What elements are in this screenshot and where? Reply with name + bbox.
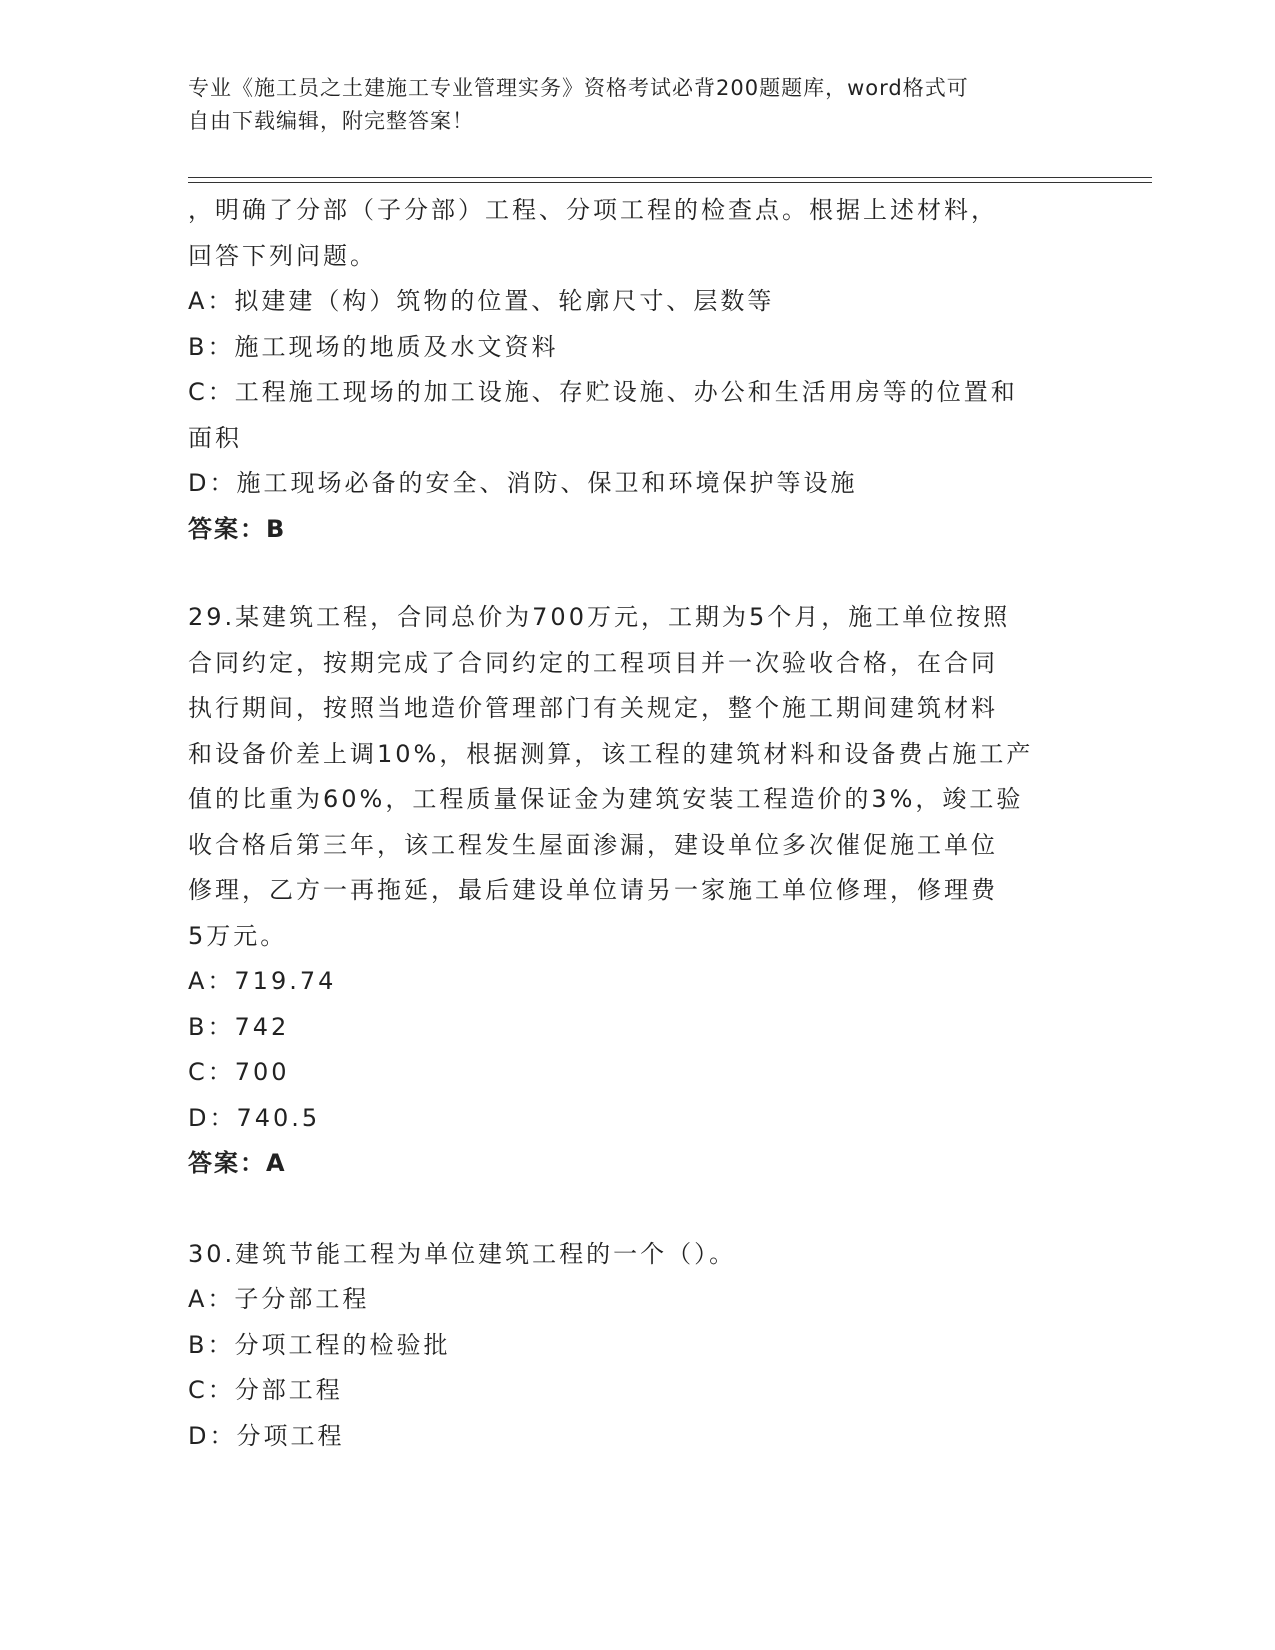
question-stem-line: 执行期间，按照当地造价管理部门有关规定，整个施工期间建筑材料 — [188, 694, 998, 722]
option-b: B：742 — [188, 1012, 290, 1041]
question-stem-line: 修理，乙方一再拖延，最后建设单位请另一家施工单位修理，修理费 — [188, 876, 998, 904]
previous-question — [188, 188, 1088, 552]
question-stem-line: 收合格后第三年，该工程发生屋面渗漏，建设单位多次催促施工单位 — [188, 830, 998, 859]
spacer — [188, 552, 1088, 595]
question-stem-line: 和设备价差上调10%，根据测算，该工程的建筑材料和设备费占施工产 — [188, 739, 1034, 768]
answer-label: 答案：B — [188, 514, 287, 543]
question-stem-line: 5万元。 — [188, 921, 288, 950]
spacer — [188, 1187, 1088, 1232]
option-c: C：分部工程 — [188, 1376, 343, 1404]
question-30 — [188, 1232, 1088, 1460]
question-stem-line: 值的比重为60%，工程质量保证金为建筑安装工程造价的3%，竣工验 — [188, 785, 1024, 813]
option-c-continued: 面积 — [188, 423, 242, 452]
option-a: A：拟建建（构）筑物的位置、轮廓尺寸、层数等 — [188, 287, 775, 315]
option-d: D：施工现场必备的安全、消防、保卫和环境保护等设施 — [188, 469, 858, 497]
answer-label: 答案：A — [188, 1149, 287, 1177]
option-d: D：740.5 — [188, 1103, 321, 1132]
option-c: C：700 — [188, 1058, 290, 1086]
option-c: C：工程施工现场的加工设施、存贮设施、办公和生活用房等的位置和 — [188, 378, 1018, 406]
option-b: B：施工现场的地质及水文资料 — [188, 332, 559, 361]
header-divider-top — [188, 177, 1152, 178]
option-a: A：719.74 — [188, 967, 337, 995]
header-divider-bottom — [188, 182, 1152, 183]
option-b: B：分项工程的检验批 — [188, 1330, 451, 1359]
question-stem-line: 合同约定，按期完成了合同约定的工程项目并一次验收合格，在合同 — [188, 648, 998, 677]
option-a: A：子分部工程 — [188, 1285, 370, 1313]
header-line: 自由下载编辑，附完整答案！ — [188, 109, 474, 133]
document-body — [188, 188, 1088, 1459]
option-d: D：分项工程 — [188, 1421, 345, 1450]
question-stem-line: 回答下列问题。 — [188, 241, 377, 270]
document-header — [188, 72, 1068, 138]
question-stem-line: 29.某建筑工程，合同总价为700万元，工期为5个月，施工单位按照 — [188, 603, 1011, 631]
header-line: 专业《施工员之土建施工专业管理实务》资格考试必背200题题库，word格式可 — [188, 76, 969, 100]
question-29 — [188, 595, 1088, 1187]
question-stem-line: ，明确了分部（子分部）工程、分项工程的检查点。根据上述材料， — [188, 196, 998, 224]
question-stem-line: 30.建筑节能工程为单位建筑工程的一个（）。 — [188, 1239, 737, 1268]
